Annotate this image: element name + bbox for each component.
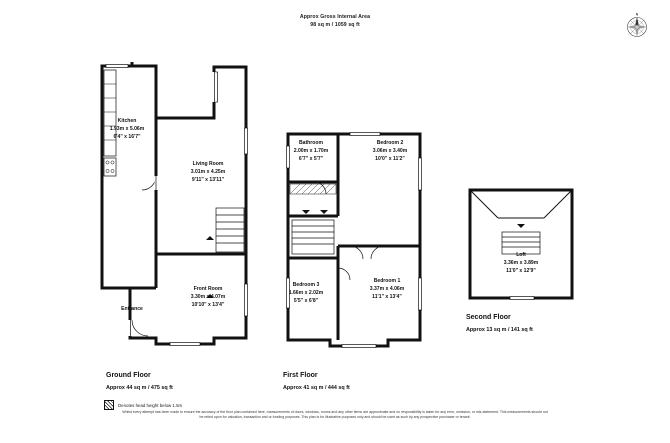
room-living-dim-m: 3.01m x 4.25m [190,168,226,175]
room-loft [486,252,556,276]
room-kitchen [96,118,158,142]
room-loft-dim-m: 3.36m x 3.89m [503,259,539,266]
room-bedroom-2 [355,140,425,164]
room-bedroom-1-dim-m: 3.37m x 4.06m [369,285,405,292]
room-entrance [108,306,156,314]
room-bathroom-dim-ft: 6'7" x 5'7" [298,155,324,162]
disclaimer-text: Whilst every attempt has been made to ensure the accuracy of the floor plan contained here, measurements of doors, windows, rooms and any other items are approximate and no responsibility is taken for any error, omission, or mis-statement. This measurements should not be relied upon for valuation, transaction and or funding purposes. This plan is for illustrative purposes only and should be used as such by any prospective purchaser or tenant. [122,410,548,420]
title-line-2: 98 sq m / 1059 sq ft [310,21,360,28]
head-height-label: Denotes head height below 1.5m [118,402,183,408]
head-height-swatch [104,400,114,410]
second-floor-label: Second Floor [466,314,511,321]
room-front [168,286,248,310]
room-bedroom-1 [352,278,422,302]
room-living-name: Living Room [192,161,224,167]
room-loft-dim-ft: 11'0" x 12'9" [506,267,536,274]
room-front-name: Front Room [193,286,223,292]
room-bathroom [284,140,338,164]
ground-floor-area: Approx 44 sq m / 475 sq ft [106,385,173,391]
second-floor-plan [466,186,576,302]
room-bedroom-2-dim-ft: 10'0" x 11'2" [375,155,405,162]
room-front-dim-ft: 10'10" x 13'4" [191,301,225,308]
compass-north-label: N [635,12,639,17]
room-kitchen-dim-ft: 6'4" x 16'7" [113,133,141,140]
room-bathroom-dim-m: 2.00m x 1.70m [293,147,329,154]
first-floor-area: Approx 41 sq m / 444 sq ft [283,385,350,391]
room-bathroom-name: Bathroom [298,140,324,146]
title-line-1: Approx Gross Internal Area [299,14,371,20]
second-floor-area: Approx 13 sq m / 141 sq ft [466,327,533,333]
room-entrance-name: Entrance [121,306,143,312]
page-title [225,14,445,30]
room-bedroom-1-name: Bedroom 1 [373,278,401,284]
room-loft-name: Loft [516,252,526,258]
room-bedroom-3-dim-ft: 5'5" x 6'8" [293,297,319,304]
room-front-dim-m: 3.30m x 4.07m [190,293,226,300]
compass-rose [620,8,654,42]
ground-floor-label: Ground Floor [106,372,151,379]
room-bedroom-2-dim-m: 3.06m x 3.40m [372,147,408,154]
room-kitchen-dim-m: 1.93m x 5.06m [109,125,145,132]
room-bedroom-3-name: Bedroom 3 [292,282,320,288]
room-bedroom-3-dim-m: 1.66m x 2.02m [288,289,324,296]
room-kitchen-name: Kitchen [117,118,137,124]
first-floor-label: First Floor [283,372,318,379]
room-bedroom-3 [276,282,336,306]
room-living-dim-ft: 9'11" x 13'11" [191,176,225,183]
room-bedroom-2-name: Bedroom 2 [376,140,404,146]
legend [104,400,182,410]
room-living [168,161,248,185]
room-bedroom-1-dim-ft: 11'1" x 13'4" [372,293,402,300]
